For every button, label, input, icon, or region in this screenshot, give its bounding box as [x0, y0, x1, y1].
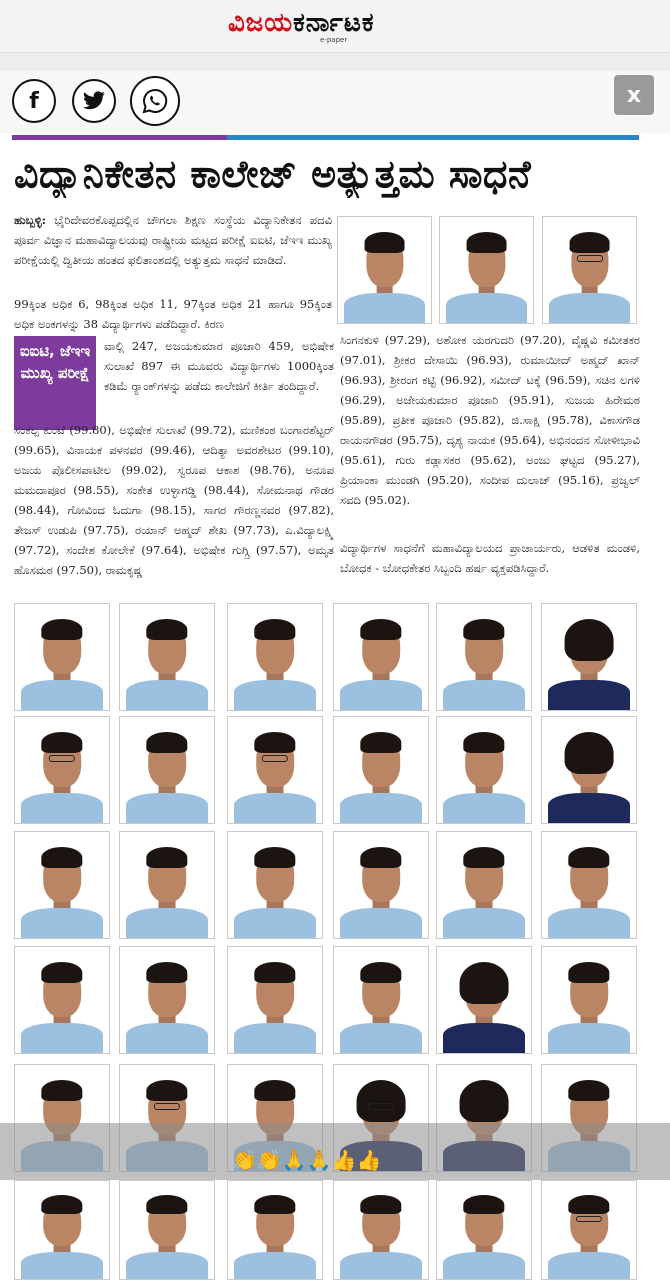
student-photo — [436, 831, 532, 939]
reaction-emojis: 👏👏🙏🙏👍👍 — [232, 1148, 382, 1172]
student-photo — [333, 603, 429, 711]
student-photo — [227, 716, 323, 824]
logo-part2: ಕರ್ನಾಟಕ — [293, 8, 375, 38]
student-photo — [14, 831, 110, 939]
student-photo — [227, 831, 323, 939]
student-photo — [119, 1180, 215, 1280]
logo-part1: ವಿಜಯ — [228, 8, 294, 38]
student-photo — [439, 216, 534, 324]
pull-quote: ಐಐಟಿ, ಜೆಇಇ ಮುಖ್ಯ ಪರೀಕ್ಷೆ — [19, 342, 91, 382]
logo-subtitle: e-paper — [320, 36, 348, 44]
header-spacer — [0, 53, 670, 71]
article-intro — [14, 210, 332, 294]
student-photo — [436, 946, 532, 1054]
student-photo — [119, 603, 215, 711]
student-photo — [333, 946, 429, 1054]
student-photo — [227, 1180, 323, 1280]
facebook-icon: f — [29, 88, 39, 114]
twitter-icon — [82, 91, 106, 111]
student-photo — [119, 946, 215, 1054]
newspaper-logo[interactable] — [228, 8, 375, 39]
student-photo — [333, 716, 429, 824]
close-button[interactable] — [614, 75, 654, 115]
article-headline: ವಿದ್ಯಾನಿಕೇತನ ಕಾಲೇಜ್‌ ಅತ್ಯುತ್ತಮ ಸಾಧನೆ — [14, 152, 532, 196]
student-photo — [14, 1180, 110, 1280]
student-photo — [227, 946, 323, 1054]
whatsapp-share-button[interactable] — [130, 76, 180, 126]
student-photo — [333, 1180, 429, 1280]
student-photo — [436, 1180, 532, 1280]
student-photo — [14, 946, 110, 1054]
whatsapp-icon — [141, 87, 169, 115]
dateline: ಹುಬ್ಬಳ್ಳಿ: — [14, 213, 46, 227]
para4: ಸಂಕಲ್ಪ ಕುಂಟೆ (99.80), ಅಭಿಷೇಕ ಸುಲಾಖೆ (99.72), ಮಣಿಕಂಠ ಬಂಗಾರಶೆಟ್ಟರ್ (99.65), ವಿನಾಯಕ ಪಳನವರ (99.46), ಆದಿತ್ಯಾ ಅವರಶೇಟರ (99.10), ಅಜಯ ಪೊಲೀಸಪಾಟೀಲ (99.02), ಸ್ವರೂಪ ಆಕಾಶ (98.76), ಅನೂಪ ಮಮದಾಪೂರ (98.55), ಸಂಕೇತ ಉಳ್ಳಾಗಡ್ಡಿ (98.44), ಸೋಮನಾಥ ಗೌಡರ (98.44), ಗೋವಿಂದ ಓದುಗಾ (98.15), ಸಾಗರ ಗೌರಣ್ಣನವರ (97.82), ತೇಜಸ್ ಉಡುಪಿ (97.75), ರಯಾನ್ ಅಹ್ಮದ್ ಶೇಖ (97.73), ಎ.ವಿದ್ಯಾಲಕ್ಷ್ಮಿ (97.72), ಸಂದೇಶ ಕೋಲೇಕೆ (97.64), ಅಭಿಷೇಕ ಗುಗ್ಗ್ರಿ (97.57), ಅಮೃತ ಹೊಸಮಠ (97.50), ರಾಮಕೃಷ್ಣ — [14, 423, 334, 577]
student-photo — [436, 603, 532, 711]
student-photo — [333, 831, 429, 939]
para6: ವಿದ್ಯಾರ್ಥಿಗಳ ಸಾಧನೆಗೆ ಮಹಾವಿದ್ಯಾಲಯದ ಪ್ರಾಚಾರ್ಯರು, ಆಡಳಿತ ಮಂಡಳಿ, ಬೋಧಕ - ಬೋಧಕೇತರ ಸಿಬ್ಬಂದಿ ಹರ್ಷ ವ್ಯಕ್ತಪಡಿಸಿದ್ದಾರೆ. — [340, 541, 640, 575]
para5: ಸಿಂಗನಕುಳಿ (97.29), ಅಶೋಕ ಯರಗುದರಿ (97.20), ವೈಷ್ಣವಿ ಕಮೀತಕರ (97.01), ಶ್ರೀಕರ ದೇಸಾಯಿ (96.93), ರುಮಾಯೀದ್ ಅಹ್ಮದ್ ಖಾನ್ (96.93), ಶ್ರೀರಂಗ ಕಟ್ಟಿ (96.92), ಸಮೀದ್ ಟಕ್ಕೆ (96.59), ಸಚಿನ ಲಗಳಿ (96.29), ಅಜೇಯಕುಮಾರ ಪೂಜಾರಿ (95.91), ಸುಜಯ ಹಿರೇಮಠ (95.89), ಪ್ರತೀಕ ಪೂಜಾರಿ (95.82), ಜಿ.ಸಾಕ್ಷಿ (95.78), ವಿಕಾಸಗೌಡ ರಾಯನಗೌಡರ (95.75), ದೃಶ್ಯ ನಾಯಕ (95.64), ಅಭಿನಂದನ ಸೋಳೀಭಾವಿ (95.61), ಗುರು ಕಡ್ಲಾಸಕರ (95.62), ಅಂಜು ಘಟ್ಟದ (95.27), ಪ್ರಿಯಾಂಕಾ ಮುಂಡಗಿ (95.20), ಸಂದೀಪ ದುಲಾಜ್ (95.16), ಪ್ರಜ್ವಲ್ ಸವದಿ (95.02). — [340, 333, 640, 507]
top-bar — [0, 0, 670, 53]
para1: ಭೈರಿದೇವರಕೊಪ್ಪದಲ್ಲಿನ ಚೌಗಲಾ ಶಿಕ್ಷಣ ಸಂಸ್ಥೆಯ ವಿದ್ಯಾನಿಕೇತನ ಪದವಿ ಪೂರ್ವ ವಿಜ್ಞಾನ ಮಹಾವಿದ್ಯಾಲಯವು ರಾಷ್ಟ್ರೀಯ ಮಟ್ಟದ ಪರೀಕ್ಷೆ ಐಐಟಿ, ಜೆಇಇ ಮುಖ್ಯ ಪರೀಕ್ಷೆಯಲ್ಲಿ ದ್ವಿತೀಯ ಹಂತದ ಫಲಿತಾಂಶದಲ್ಲಿ ಅತ್ಯುತ್ತಮ ಸಾಧನೆ ಮಾಡಿದೆ. — [14, 213, 332, 267]
pull-quote-box — [14, 336, 96, 430]
student-photo — [14, 716, 110, 824]
close-icon: x — [626, 82, 642, 108]
student-photo — [119, 831, 215, 939]
student-photo — [541, 946, 637, 1054]
student-photo — [541, 831, 637, 939]
rule-purple — [12, 135, 227, 140]
student-photo — [541, 603, 637, 711]
para3: ವಾಲ್ಲಿ 247, ಅಜಯಕುಮಾರ ಪೂಜಾರಿ 459, ಅಭಿಷೇಕ ಸುಲಾಖೆ 897 ಈ ಮೂವರು ವಿದ್ಯಾರ್ಥಿಗಳು 1000ಕ್ಕಿಂತ ಕಡಿಮೆ ರ‍್ಯಾಂಕ್‌ಗಳನ್ನು ಪಡೆದು ಕಾಲೇಜಿಗೆ ಕೀರ್ತಿ ತಂದಿದ್ದಾರೆ. — [104, 339, 334, 393]
student-photo — [541, 1180, 637, 1280]
rule-blue — [227, 135, 639, 140]
share-bar — [0, 71, 670, 133]
para2: 99ಕ್ಕಿಂತ ಅಧಿಕ 6, 98ಕ್ಕಿಂತ ಅಧಿಕ 11, 97ಕ್ಕಿಂತ ಅಧಿಕ 21 ಹಾಗೂ 95ಕ್ಕಿಂತ ಅಧಿಕ ಅಂಕಗಳನ್ನು 38 ವಿದ್ಯಾರ್ಥಿಗಳು ಪಡೆದಿದ್ದಾರೆ. ಕಿರಣ — [14, 297, 332, 331]
student-photo — [541, 716, 637, 824]
student-photo — [436, 716, 532, 824]
student-photo — [542, 216, 637, 324]
student-photo — [119, 716, 215, 824]
twitter-share-button[interactable] — [72, 79, 116, 123]
student-photo — [227, 603, 323, 711]
student-photo — [14, 603, 110, 711]
facebook-share-button[interactable] — [12, 79, 56, 123]
student-photo — [337, 216, 432, 324]
